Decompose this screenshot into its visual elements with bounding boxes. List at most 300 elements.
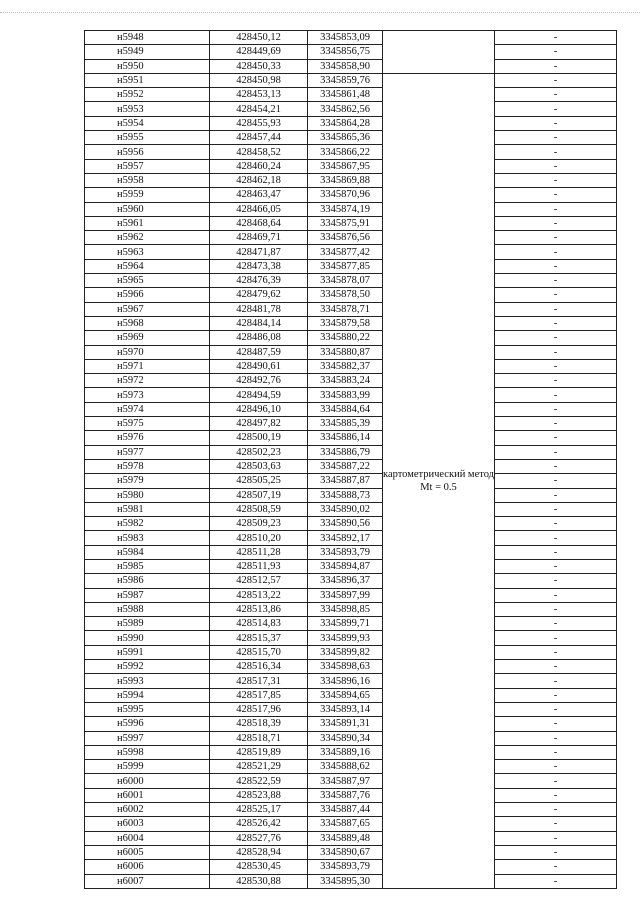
description-cell: -: [495, 316, 617, 330]
y-coordinate-cell: 3345887,87: [308, 474, 383, 488]
point-id-cell: н5955: [85, 131, 210, 145]
y-coordinate-cell: 3345862,56: [308, 102, 383, 116]
table-row: [85, 388, 617, 402]
table-row: [85, 845, 617, 859]
x-coordinate-cell: 428469,71: [210, 231, 308, 245]
description-cell: -: [495, 402, 617, 416]
description-cell: -: [495, 631, 617, 645]
y-coordinate-cell: 3345894,65: [308, 688, 383, 702]
y-coordinate-cell: 3345891,31: [308, 717, 383, 731]
description-cell: -: [495, 274, 617, 288]
description-cell: -: [495, 559, 617, 573]
y-coordinate-cell: 3345894,87: [308, 559, 383, 573]
description-cell: -: [495, 774, 617, 788]
table-row: [85, 788, 617, 802]
table-row: [85, 374, 617, 388]
y-coordinate-cell: 3345899,82: [308, 645, 383, 659]
point-id-cell: н5953: [85, 102, 210, 116]
point-id-cell: н5988: [85, 602, 210, 616]
point-id-cell: н5978: [85, 459, 210, 473]
y-coordinate-cell: 3345887,65: [308, 817, 383, 831]
point-id-cell: н5962: [85, 231, 210, 245]
y-coordinate-cell: 3345888,62: [308, 760, 383, 774]
table-row: [85, 288, 617, 302]
x-coordinate-cell: 428514,83: [210, 617, 308, 631]
x-coordinate-cell: 428517,31: [210, 674, 308, 688]
description-cell: -: [495, 173, 617, 187]
table-row: [85, 545, 617, 559]
point-id-cell: н5973: [85, 388, 210, 402]
x-coordinate-cell: 428490,61: [210, 359, 308, 373]
method-cell: [383, 31, 495, 74]
description-cell: -: [495, 488, 617, 502]
description-cell: -: [495, 345, 617, 359]
x-coordinate-cell: 428487,59: [210, 345, 308, 359]
point-id-cell: н5999: [85, 760, 210, 774]
table-row: [85, 245, 617, 259]
x-coordinate-cell: 428468,64: [210, 216, 308, 230]
description-cell: -: [495, 788, 617, 802]
y-coordinate-cell: 3345890,67: [308, 845, 383, 859]
x-coordinate-cell: 428479,62: [210, 288, 308, 302]
point-id-cell: н5977: [85, 445, 210, 459]
point-id-cell: н5954: [85, 116, 210, 130]
description-cell: -: [495, 331, 617, 345]
x-coordinate-cell: 428517,85: [210, 688, 308, 702]
description-cell: -: [495, 760, 617, 774]
point-id-cell: н5963: [85, 245, 210, 259]
y-coordinate-cell: 3345890,56: [308, 517, 383, 531]
y-coordinate-cell: 3345878,71: [308, 302, 383, 316]
table-row: [85, 131, 617, 145]
x-coordinate-cell: 428505,25: [210, 474, 308, 488]
x-coordinate-cell: 428527,76: [210, 831, 308, 845]
coordinates-table-body: [85, 31, 617, 889]
description-cell: -: [495, 59, 617, 73]
description-cell: -: [495, 45, 617, 59]
description-cell: -: [495, 202, 617, 216]
point-id-cell: н5960: [85, 202, 210, 216]
method-cell: картометрический метод Mt = 0.5: [383, 73, 495, 888]
table-row: [85, 445, 617, 459]
x-coordinate-cell: 428530,88: [210, 874, 308, 888]
table-row: [85, 745, 617, 759]
point-id-cell: н5956: [85, 145, 210, 159]
y-coordinate-cell: 3345870,96: [308, 188, 383, 202]
table-row: [85, 502, 617, 516]
point-id-cell: н5952: [85, 88, 210, 102]
y-coordinate-cell: 3345887,22: [308, 459, 383, 473]
x-coordinate-cell: 428453,13: [210, 88, 308, 102]
y-coordinate-cell: 3345867,95: [308, 159, 383, 173]
description-cell: -: [495, 874, 617, 888]
description-cell: -: [495, 73, 617, 87]
description-cell: -: [495, 159, 617, 173]
point-id-cell: н5981: [85, 502, 210, 516]
description-cell: -: [495, 517, 617, 531]
x-coordinate-cell: 428463,47: [210, 188, 308, 202]
description-cell: -: [495, 145, 617, 159]
point-id-cell: н5965: [85, 274, 210, 288]
point-id-cell: н6004: [85, 831, 210, 845]
description-cell: -: [495, 259, 617, 273]
x-coordinate-cell: 428457,44: [210, 131, 308, 145]
point-id-cell: н5974: [85, 402, 210, 416]
description-cell: -: [495, 803, 617, 817]
point-id-cell: н5975: [85, 417, 210, 431]
point-id-cell: н5992: [85, 660, 210, 674]
table-row: [85, 417, 617, 431]
point-id-cell: н6003: [85, 817, 210, 831]
point-id-cell: н5967: [85, 302, 210, 316]
x-coordinate-cell: 428518,71: [210, 731, 308, 745]
point-id-cell: н5968: [85, 316, 210, 330]
x-coordinate-cell: 428523,88: [210, 788, 308, 802]
x-coordinate-cell: 428516,34: [210, 660, 308, 674]
y-coordinate-cell: 3345893,79: [308, 860, 383, 874]
x-coordinate-cell: 428507,19: [210, 488, 308, 502]
x-coordinate-cell: 428515,70: [210, 645, 308, 659]
x-coordinate-cell: 428462,18: [210, 173, 308, 187]
description-cell: -: [495, 116, 617, 130]
y-coordinate-cell: 3345896,16: [308, 674, 383, 688]
description-cell: -: [495, 531, 617, 545]
point-id-cell: н5959: [85, 188, 210, 202]
description-cell: -: [495, 388, 617, 402]
table-row: [85, 31, 617, 45]
y-coordinate-cell: 3345897,99: [308, 588, 383, 602]
y-coordinate-cell: 3345879,58: [308, 316, 383, 330]
y-coordinate-cell: 3345874,19: [308, 202, 383, 216]
point-id-cell: н5948: [85, 31, 210, 45]
y-coordinate-cell: 3345876,56: [308, 231, 383, 245]
y-coordinate-cell: 3345853,09: [308, 31, 383, 45]
y-coordinate-cell: 3345899,93: [308, 631, 383, 645]
description-cell: -: [495, 88, 617, 102]
y-coordinate-cell: 3345892,17: [308, 531, 383, 545]
x-coordinate-cell: 428518,39: [210, 717, 308, 731]
table-row: [85, 617, 617, 631]
table-row: [85, 574, 617, 588]
point-id-cell: н5979: [85, 474, 210, 488]
x-coordinate-cell: 428508,59: [210, 502, 308, 516]
description-cell: -: [495, 660, 617, 674]
y-coordinate-cell: 3345898,85: [308, 602, 383, 616]
point-id-cell: н5986: [85, 574, 210, 588]
x-coordinate-cell: 428454,21: [210, 102, 308, 116]
point-id-cell: н5997: [85, 731, 210, 745]
point-id-cell: н5951: [85, 73, 210, 87]
table-row: [85, 188, 617, 202]
description-cell: -: [495, 617, 617, 631]
description-cell: -: [495, 231, 617, 245]
table-row: [85, 459, 617, 473]
description-cell: -: [495, 431, 617, 445]
x-coordinate-cell: 428513,86: [210, 602, 308, 616]
x-coordinate-cell: 428494,59: [210, 388, 308, 402]
page-top-edge: [0, 0, 640, 13]
description-cell: -: [495, 731, 617, 745]
description-cell: -: [495, 688, 617, 702]
point-id-cell: н5950: [85, 59, 210, 73]
x-coordinate-cell: 428450,33: [210, 59, 308, 73]
description-cell: -: [495, 502, 617, 516]
y-coordinate-cell: 3345886,79: [308, 445, 383, 459]
point-id-cell: н6002: [85, 803, 210, 817]
description-cell: -: [495, 745, 617, 759]
point-id-cell: н5958: [85, 173, 210, 187]
point-id-cell: н5982: [85, 517, 210, 531]
description-cell: -: [495, 102, 617, 116]
point-id-cell: н5966: [85, 288, 210, 302]
y-coordinate-cell: 3345889,16: [308, 745, 383, 759]
y-coordinate-cell: 3345880,87: [308, 345, 383, 359]
x-coordinate-cell: 428502,23: [210, 445, 308, 459]
x-coordinate-cell: 428486,08: [210, 331, 308, 345]
y-coordinate-cell: 3345883,24: [308, 374, 383, 388]
description-cell: -: [495, 474, 617, 488]
table-row: [85, 645, 617, 659]
y-coordinate-cell: 3345888,73: [308, 488, 383, 502]
table-row: [85, 588, 617, 602]
point-id-cell: н5980: [85, 488, 210, 502]
table-row: [85, 331, 617, 345]
table-row: [85, 45, 617, 59]
description-cell: -: [495, 717, 617, 731]
y-coordinate-cell: 3345889,48: [308, 831, 383, 845]
table-row: [85, 559, 617, 573]
x-coordinate-cell: 428526,42: [210, 817, 308, 831]
description-cell: -: [495, 588, 617, 602]
table-row: [85, 474, 617, 488]
x-coordinate-cell: 428455,93: [210, 116, 308, 130]
x-coordinate-cell: 428517,96: [210, 702, 308, 716]
description-cell: -: [495, 602, 617, 616]
x-coordinate-cell: 428466,05: [210, 202, 308, 216]
y-coordinate-cell: 3345890,34: [308, 731, 383, 745]
y-coordinate-cell: 3345858,90: [308, 59, 383, 73]
y-coordinate-cell: 3345896,37: [308, 574, 383, 588]
table-row: [85, 116, 617, 130]
table-row: [85, 88, 617, 102]
description-cell: -: [495, 302, 617, 316]
point-id-cell: н6006: [85, 860, 210, 874]
y-coordinate-cell: 3345861,48: [308, 88, 383, 102]
table-row: [85, 631, 617, 645]
table-row: [85, 202, 617, 216]
table-row: [85, 874, 617, 888]
y-coordinate-cell: 3345877,85: [308, 259, 383, 273]
table-row: [85, 660, 617, 674]
table-row: [85, 688, 617, 702]
point-id-cell: н5972: [85, 374, 210, 388]
description-cell: -: [495, 674, 617, 688]
description-cell: -: [495, 702, 617, 716]
table-row: [85, 274, 617, 288]
x-coordinate-cell: 428511,93: [210, 559, 308, 573]
table-row: [85, 359, 617, 373]
table-row: [85, 674, 617, 688]
table-row: [85, 302, 617, 316]
description-cell: -: [495, 31, 617, 45]
x-coordinate-cell: 428492,76: [210, 374, 308, 388]
x-coordinate-cell: 428450,98: [210, 73, 308, 87]
description-cell: -: [495, 288, 617, 302]
table-row: [85, 731, 617, 745]
description-cell: -: [495, 860, 617, 874]
point-id-cell: н5993: [85, 674, 210, 688]
description-cell: -: [495, 374, 617, 388]
x-coordinate-cell: 428521,29: [210, 760, 308, 774]
description-cell: -: [495, 417, 617, 431]
y-coordinate-cell: 3345898,63: [308, 660, 383, 674]
table-row: [85, 345, 617, 359]
point-id-cell: н6005: [85, 845, 210, 859]
table-row: [85, 517, 617, 531]
table-row: [85, 73, 617, 87]
table-row: [85, 488, 617, 502]
y-coordinate-cell: 3345859,76: [308, 73, 383, 87]
x-coordinate-cell: 428530,45: [210, 860, 308, 874]
x-coordinate-cell: 428484,14: [210, 316, 308, 330]
x-coordinate-cell: 428528,94: [210, 845, 308, 859]
point-id-cell: н5984: [85, 545, 210, 559]
y-coordinate-cell: 3345882,37: [308, 359, 383, 373]
y-coordinate-cell: 3345890,02: [308, 502, 383, 516]
x-coordinate-cell: 428449,69: [210, 45, 308, 59]
x-coordinate-cell: 428525,17: [210, 803, 308, 817]
description-cell: -: [495, 245, 617, 259]
x-coordinate-cell: 428450,12: [210, 31, 308, 45]
description-cell: -: [495, 645, 617, 659]
y-coordinate-cell: 3345875,91: [308, 216, 383, 230]
x-coordinate-cell: 428509,23: [210, 517, 308, 531]
point-id-cell: н5989: [85, 617, 210, 631]
description-cell: -: [495, 831, 617, 845]
table-row: [85, 803, 617, 817]
description-cell: -: [495, 545, 617, 559]
point-id-cell: н6007: [85, 874, 210, 888]
table-row: [85, 173, 617, 187]
point-id-cell: н5996: [85, 717, 210, 731]
description-cell: -: [495, 131, 617, 145]
y-coordinate-cell: 3345865,36: [308, 131, 383, 145]
point-id-cell: н5971: [85, 359, 210, 373]
y-coordinate-cell: 3345878,07: [308, 274, 383, 288]
table-row: [85, 102, 617, 116]
point-id-cell: н5949: [85, 45, 210, 59]
x-coordinate-cell: 428460,24: [210, 159, 308, 173]
point-id-cell: н6000: [85, 774, 210, 788]
point-id-cell: н5969: [85, 331, 210, 345]
point-id-cell: н6001: [85, 788, 210, 802]
table-row: [85, 817, 617, 831]
y-coordinate-cell: 3345885,39: [308, 417, 383, 431]
table-row: [85, 431, 617, 445]
table-row: [85, 59, 617, 73]
x-coordinate-cell: 428510,20: [210, 531, 308, 545]
description-cell: -: [495, 216, 617, 230]
y-coordinate-cell: 3345883,99: [308, 388, 383, 402]
y-coordinate-cell: 3345884,64: [308, 402, 383, 416]
y-coordinate-cell: 3345856,75: [308, 45, 383, 59]
x-coordinate-cell: 428458,52: [210, 145, 308, 159]
y-coordinate-cell: 3345877,42: [308, 245, 383, 259]
point-id-cell: н5995: [85, 702, 210, 716]
description-cell: -: [495, 574, 617, 588]
table-row: [85, 760, 617, 774]
x-coordinate-cell: 428519,89: [210, 745, 308, 759]
table-row: [85, 216, 617, 230]
point-id-cell: н5990: [85, 631, 210, 645]
y-coordinate-cell: 3345886,14: [308, 431, 383, 445]
point-id-cell: н5998: [85, 745, 210, 759]
y-coordinate-cell: 3345887,97: [308, 774, 383, 788]
y-coordinate-cell: 3345899,71: [308, 617, 383, 631]
y-coordinate-cell: 3345878,50: [308, 288, 383, 302]
table-row: [85, 531, 617, 545]
description-cell: -: [495, 845, 617, 859]
description-cell: -: [495, 359, 617, 373]
point-id-cell: н5976: [85, 431, 210, 445]
y-coordinate-cell: 3345887,44: [308, 803, 383, 817]
point-id-cell: н5957: [85, 159, 210, 173]
x-coordinate-cell: 428496,10: [210, 402, 308, 416]
point-id-cell: н5991: [85, 645, 210, 659]
y-coordinate-cell: 3345887,76: [308, 788, 383, 802]
table-row: [85, 145, 617, 159]
y-coordinate-cell: 3345893,14: [308, 702, 383, 716]
table-row: [85, 159, 617, 173]
x-coordinate-cell: 428513,22: [210, 588, 308, 602]
y-coordinate-cell: 3345866,22: [308, 145, 383, 159]
point-id-cell: н5964: [85, 259, 210, 273]
point-id-cell: н5961: [85, 216, 210, 230]
x-coordinate-cell: 428481,78: [210, 302, 308, 316]
x-coordinate-cell: 428500,19: [210, 431, 308, 445]
point-id-cell: н5987: [85, 588, 210, 602]
x-coordinate-cell: 428512,57: [210, 574, 308, 588]
table-row: [85, 602, 617, 616]
point-id-cell: н5970: [85, 345, 210, 359]
y-coordinate-cell: 3345893,79: [308, 545, 383, 559]
x-coordinate-cell: 428471,87: [210, 245, 308, 259]
x-coordinate-cell: 428497,82: [210, 417, 308, 431]
table-row: [85, 702, 617, 716]
x-coordinate-cell: 428515,37: [210, 631, 308, 645]
table-row: [85, 231, 617, 245]
table-row: [85, 860, 617, 874]
description-cell: -: [495, 817, 617, 831]
table-row: [85, 316, 617, 330]
x-coordinate-cell: 428503,63: [210, 459, 308, 473]
x-coordinate-cell: 428476,39: [210, 274, 308, 288]
table-row: [85, 259, 617, 273]
description-cell: -: [495, 459, 617, 473]
x-coordinate-cell: 428522,59: [210, 774, 308, 788]
y-coordinate-cell: 3345864,28: [308, 116, 383, 130]
point-id-cell: н5985: [85, 559, 210, 573]
point-id-cell: н5994: [85, 688, 210, 702]
y-coordinate-cell: 3345895,30: [308, 874, 383, 888]
description-cell: -: [495, 188, 617, 202]
y-coordinate-cell: 3345869,88: [308, 173, 383, 187]
table-row: [85, 831, 617, 845]
y-coordinate-cell: 3345880,22: [308, 331, 383, 345]
table-row: [85, 774, 617, 788]
coordinates-table: [84, 30, 617, 889]
point-id-cell: н5983: [85, 531, 210, 545]
